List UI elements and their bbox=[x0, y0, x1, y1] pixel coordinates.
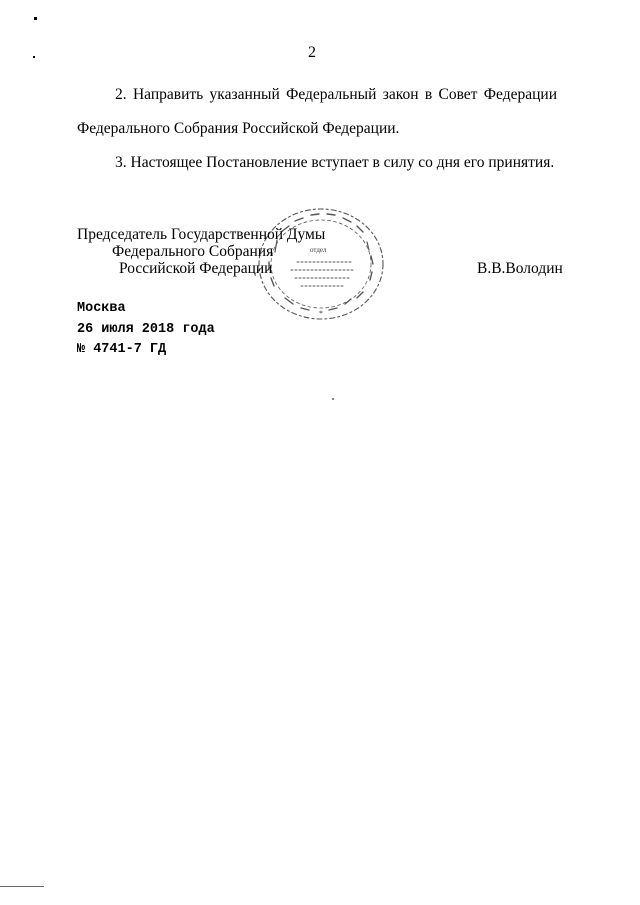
document-number: № 4741-7 ГД bbox=[77, 342, 167, 357]
page-number: 2 bbox=[308, 44, 316, 61]
paragraph-3: 3. Настоящее Постановление вступает в силу со дня его принятия. bbox=[115, 154, 555, 171]
stamp-inner-text: отдел bbox=[310, 246, 327, 254]
signatory-title-line-3: Российской Федерации bbox=[119, 260, 273, 277]
issue-date: 26 июля 2018 года bbox=[77, 322, 215, 337]
signatory-name: В.В.Володин bbox=[477, 260, 563, 277]
scan-edge-line bbox=[0, 886, 44, 887]
issue-place: Москва bbox=[77, 301, 126, 316]
scan-speck bbox=[33, 56, 35, 58]
scan-speck bbox=[332, 398, 334, 400]
scan-speck bbox=[34, 17, 37, 20]
official-seal-stamp bbox=[255, 204, 387, 324]
svg-text:*: * bbox=[319, 309, 323, 318]
signatory-title-line-2: Федерального Собрания bbox=[112, 243, 274, 260]
paragraph-2-line-2: Федерального Собрания Российской Федерации. bbox=[77, 120, 400, 137]
paragraph-2-line-1: 2. Направить указанный Федеральный закон в Совет Федерации bbox=[115, 86, 557, 103]
signatory-title-line-1: Председатель Государственной Думы bbox=[77, 226, 326, 243]
